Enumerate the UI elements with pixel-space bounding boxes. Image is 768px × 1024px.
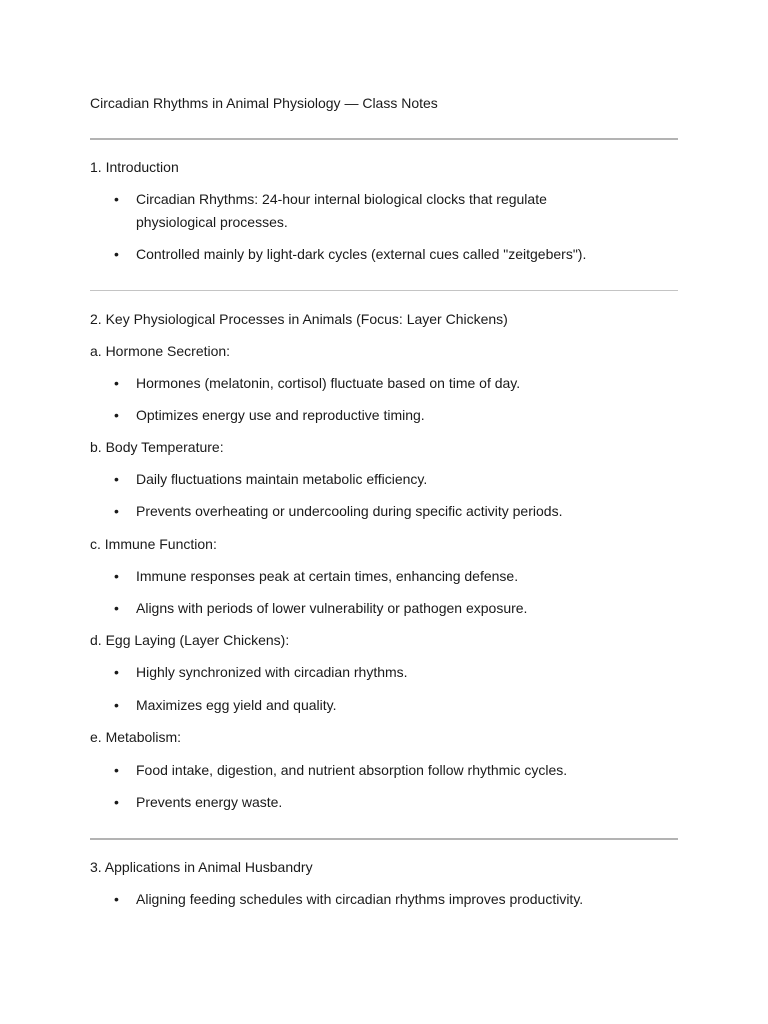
bullet-text-continuation: physiological processes. — [136, 214, 288, 230]
bullet-text: Immune responses peak at certain times, enhancing defense. — [136, 568, 519, 584]
bullet-icon: • — [114, 794, 119, 810]
bullet-text: Aligns with periods of lower vulnerability or pathogen exposure. — [136, 600, 528, 616]
section-heading-applications: 3. Applications in Animal Husbandry — [90, 859, 313, 875]
bullet-icon: • — [114, 568, 119, 584]
subheading-body-temperature: b. Body Temperature: — [90, 439, 224, 455]
section-heading-key-processes: 2. Key Physiological Processes in Animals (Focus: Layer Chickens) — [90, 311, 508, 327]
subheading-hormone-secretion: a. Hormone Secretion: — [90, 343, 231, 359]
bullet-icon: • — [114, 246, 119, 262]
subheading-metabolism: e. Metabolism: — [90, 729, 182, 745]
bullet-text: Food intake, digestion, and nutrient absorption follow rhythmic cycles. — [136, 762, 568, 778]
bullet-icon: • — [114, 600, 119, 616]
bullet-text: Daily fluctuations maintain metabolic efficiency. — [136, 471, 428, 487]
bullet-icon: • — [114, 697, 119, 713]
bullet-icon: • — [114, 375, 119, 391]
section-divider — [90, 290, 678, 291]
bullet-icon: • — [114, 503, 119, 519]
bullet-icon: • — [114, 762, 119, 778]
section-divider — [90, 838, 678, 840]
bullet-icon: • — [114, 191, 119, 207]
bullet-text: Hormones (melatonin, cortisol) fluctuate based on time of day. — [136, 375, 521, 391]
section-heading-introduction: 1. Introduction — [90, 159, 179, 175]
bullet-icon: • — [114, 471, 119, 487]
section-divider — [90, 138, 678, 140]
bullet-icon: • — [114, 407, 119, 423]
bullet-text: Circadian Rhythms: 24-hour internal biological clocks that regulate — [136, 191, 547, 207]
bullet-text: Controlled mainly by light-dark cycles (external cues called "zeitgebers"). — [136, 246, 587, 262]
bullet-icon: • — [114, 664, 119, 680]
bullet-text: Maximizes egg yield and quality. — [136, 697, 337, 713]
bullet-text: Prevents energy waste. — [136, 794, 283, 810]
document-title: Circadian Rhythms in Animal Physiology — Class Notes — [90, 95, 438, 111]
bullet-text: Prevents overheating or undercooling during specific activity periods. — [136, 503, 563, 519]
subheading-immune-function: c. Immune Function: — [90, 536, 217, 552]
bullet-text: Highly synchronized with circadian rhythms. — [136, 664, 408, 680]
bullet-text: Aligning feeding schedules with circadian rhythms improves productivity. — [136, 891, 584, 907]
bullet-icon: • — [114, 891, 119, 907]
bullet-text: Optimizes energy use and reproductive timing. — [136, 407, 425, 423]
subheading-egg-laying: d. Egg Laying (Layer Chickens): — [90, 632, 290, 648]
